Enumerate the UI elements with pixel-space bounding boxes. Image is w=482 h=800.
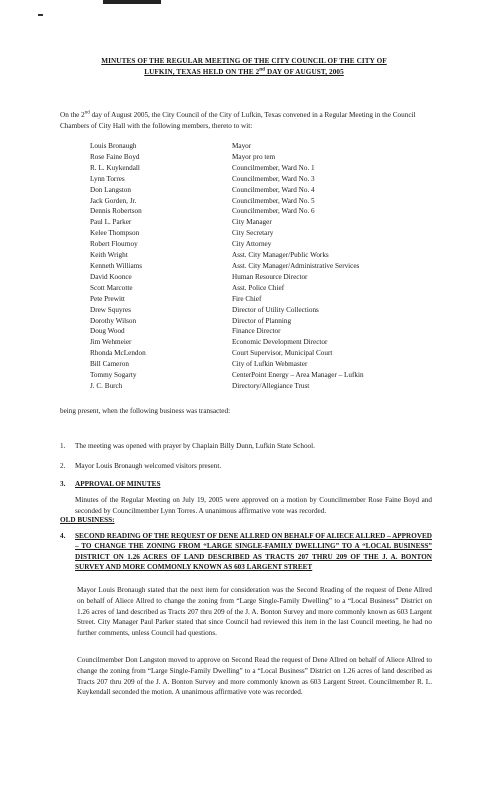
agenda-item-2 xyxy=(60,461,432,472)
item-text: The meeting was opened with prayer by Chaplain Billy Dunn, Lufkin State School. xyxy=(75,442,315,450)
title-line-2-post: DAY OF AUGUST, 2005 xyxy=(265,68,344,76)
attendee-position: City Manager xyxy=(232,218,272,227)
attendee-name: Lynn Torres xyxy=(90,174,125,183)
attendee-row xyxy=(90,174,430,185)
attendee-position: Asst. City Manager/Administrative Services xyxy=(232,261,360,270)
attendee-row xyxy=(90,185,430,196)
agenda-item-4 xyxy=(60,531,432,573)
attendee-name: Louis Bronaugh xyxy=(90,142,137,150)
item-number: 4. xyxy=(60,532,66,540)
attendee-name: Dorothy Wilson xyxy=(90,316,137,325)
attendee-row xyxy=(90,359,430,370)
attendee-name: David Koonce xyxy=(90,272,132,281)
attendee-row xyxy=(90,206,430,217)
attendee-row xyxy=(90,283,430,294)
attendee-row xyxy=(90,239,430,250)
agenda-item-3 xyxy=(60,479,432,490)
attendee-name: Jim Wehmeier xyxy=(90,338,132,347)
attendee-name: Doug Wood xyxy=(90,327,125,336)
attendee-name: Bill Cameron xyxy=(90,360,129,369)
intro-sup: nd xyxy=(84,110,90,116)
attendee-row xyxy=(90,261,430,272)
intro-pre: On the 2 xyxy=(60,111,85,119)
title-line-1: MINUTES OF THE REGULAR MEETING OF THE CITY COUNCIL OF THE CITY OF xyxy=(101,57,387,65)
attendee-row xyxy=(90,316,430,327)
attendee-row xyxy=(90,196,430,207)
old-business-heading: OLD BUSINESS: xyxy=(60,516,115,524)
attendee-row xyxy=(90,141,430,152)
item-number: 3. xyxy=(60,480,66,488)
attendee-position: Mayor pro tem xyxy=(232,152,276,161)
attendee-row xyxy=(90,326,430,337)
attendee-position: Court Supervisor, Municipal Court xyxy=(232,349,333,358)
approval-minutes-body: Minutes of the Regular Meeting on July 19, 2005 were approved on a motion by Councilmember Rose Faine Boyd and seconded by Councilmember Lynn Torres. A unanimous affirmative vote was recorded. xyxy=(75,496,432,515)
attendee-row xyxy=(90,337,430,348)
title-line-2-pre: LUFKIN, TEXAS HELD ON THE 2 xyxy=(144,68,260,76)
attendee-position: Fire Chief xyxy=(232,294,262,303)
attendee-roster xyxy=(90,141,430,392)
attendee-name: Drew Squyres xyxy=(90,305,131,314)
attendee-position: Finance Director xyxy=(232,327,281,336)
attendee-position: Director of Utility Collections xyxy=(232,305,319,314)
attendee-row xyxy=(90,163,430,174)
item-number: 2. xyxy=(60,462,66,470)
attendee-position: CenterPoint Energy – Area Manager – Lufkin xyxy=(232,371,364,380)
attendee-name: Don Langston xyxy=(90,185,131,194)
item-number: 1. xyxy=(60,442,66,450)
present-statement: being present, when the following business was transacted: xyxy=(60,407,231,415)
minutes-title xyxy=(58,56,430,78)
attendee-name: Scott Marcotte xyxy=(90,283,133,292)
attendee-row xyxy=(90,228,430,239)
attendee-row xyxy=(90,250,430,261)
attendee-name: Rhonda McLendon xyxy=(90,349,146,358)
attendee-name: Pete Prewitt xyxy=(90,294,125,303)
attendee-position: Economic Development Director xyxy=(232,338,328,347)
attendee-position: City Attorney xyxy=(232,240,272,249)
scan-mark xyxy=(103,0,161,4)
title-line-2-sup: nd xyxy=(259,67,266,73)
attendee-row xyxy=(90,348,430,359)
attendee-name: Tommy Sogarty xyxy=(90,371,137,380)
title-line-2 xyxy=(58,67,430,78)
attendee-position: Councilmember, Ward No. 4 xyxy=(232,185,315,194)
attendee-position: Human Resource Director xyxy=(232,272,308,281)
agenda-item-1 xyxy=(60,441,432,452)
attendee-position: Directory/Allegiance Trust xyxy=(232,381,310,390)
attendee-name: J. C. Burch xyxy=(90,381,123,390)
attendee-name: Kelee Thompson xyxy=(90,229,140,238)
attendee-name: Robert Flournoy xyxy=(90,240,138,249)
attendee-position: Councilmember, Ward No. 3 xyxy=(232,174,315,183)
item-heading: SECOND READING OF THE REQUEST OF DENE ALLRED ON BEHALF OF ALIECE ALLRED – APPROVED – TO CHANGE THE ZONING FROM “LARGE SINGLE-FAMILY DWELLING” TO A “LOCAL BUSINESS” DISTRICT ON 1.26 ACRES OF LAND DESCRIBED AS TRACTS 207 THRU 209 OF THE J. A. BONTON SURVEY AND MORE COMMONLY KNOWN AS 603 LARGENT STREET xyxy=(75,532,432,572)
attendee-position: City Secretary xyxy=(232,229,274,238)
intro-post: day of August 2005, the City Council of the City of Lufkin, Texas convened in a Regular Meeting in the Council Chambers of City Hall with the following members, thereto to wit: xyxy=(60,111,416,130)
attendee-position: Mayor xyxy=(232,142,252,150)
attendee-position: Asst. Police Chief xyxy=(232,283,285,292)
item-text: Mayor Louis Bronaugh welcomed visitors present. xyxy=(75,462,222,470)
intro-paragraph xyxy=(60,110,430,132)
attendee-name: Keith Wright xyxy=(90,251,128,260)
item-heading: APPROVAL OF MINUTES xyxy=(75,480,161,488)
item-4-paragraph-1: Mayor Louis Bronaugh stated that the next item for consideration was the Second Reading of the request of Dene Allred on behalf of Aliece Allred to change the zoning from “Large Single-Family Dwelling” to a “Local Business” District on 1.26 acres of land described as Tracts 207 thru 209 of the J. A. Bonton Survey and more commonly known as 603 Largent Street. City Manager Paul Parker stated that since Council had reviewed this item in the last Council meeting, he had no further comments, unless Council had questions. xyxy=(77,586,432,638)
attendee-name: R. L. Kuykendall xyxy=(90,163,140,172)
attendee-position: Councilmember, Ward No. 6 xyxy=(232,207,315,216)
attendee-name: Dennis Robertson xyxy=(90,207,142,216)
attendee-row xyxy=(90,152,430,163)
attendee-name: Jack Gorden, Jr. xyxy=(90,196,137,205)
attendee-name: Rose Faine Boyd xyxy=(90,152,140,161)
attendee-position: City of Lufkin Webmaster xyxy=(232,360,308,369)
attendee-position: Councilmember, Ward No. 1 xyxy=(232,163,315,172)
item-4-paragraph-2: Councilmember Don Langston moved to approve on Second Read the request of Dene Allred on behalf of Aliece Allred to change the zoning from “Large Single-Family Dwelling” to a “Local Business” District on 1.26 acres of land described as Tracts 207 thru 209 of the J. A. Bonton Survey and more commonly known as 603 Largent Street. Councilmember R. L. Kuykendall seconded the motion. A unanimous affirmative vote was recorded. xyxy=(77,656,432,697)
attendee-position: Director of Planning xyxy=(232,316,292,325)
attendee-row xyxy=(90,217,430,228)
attendee-row xyxy=(90,294,430,305)
attendee-row xyxy=(90,381,430,392)
attendee-row xyxy=(90,370,430,381)
attendee-row xyxy=(90,305,430,316)
scan-tick xyxy=(38,14,43,16)
attendee-row xyxy=(90,272,430,283)
attendee-name: Paul L. Parker xyxy=(90,218,132,227)
attendee-name: Kenneth Williams xyxy=(90,261,143,270)
attendee-position: Asst. City Manager/Public Works xyxy=(232,251,329,260)
attendee-position: Councilmember, Ward No. 5 xyxy=(232,196,315,205)
